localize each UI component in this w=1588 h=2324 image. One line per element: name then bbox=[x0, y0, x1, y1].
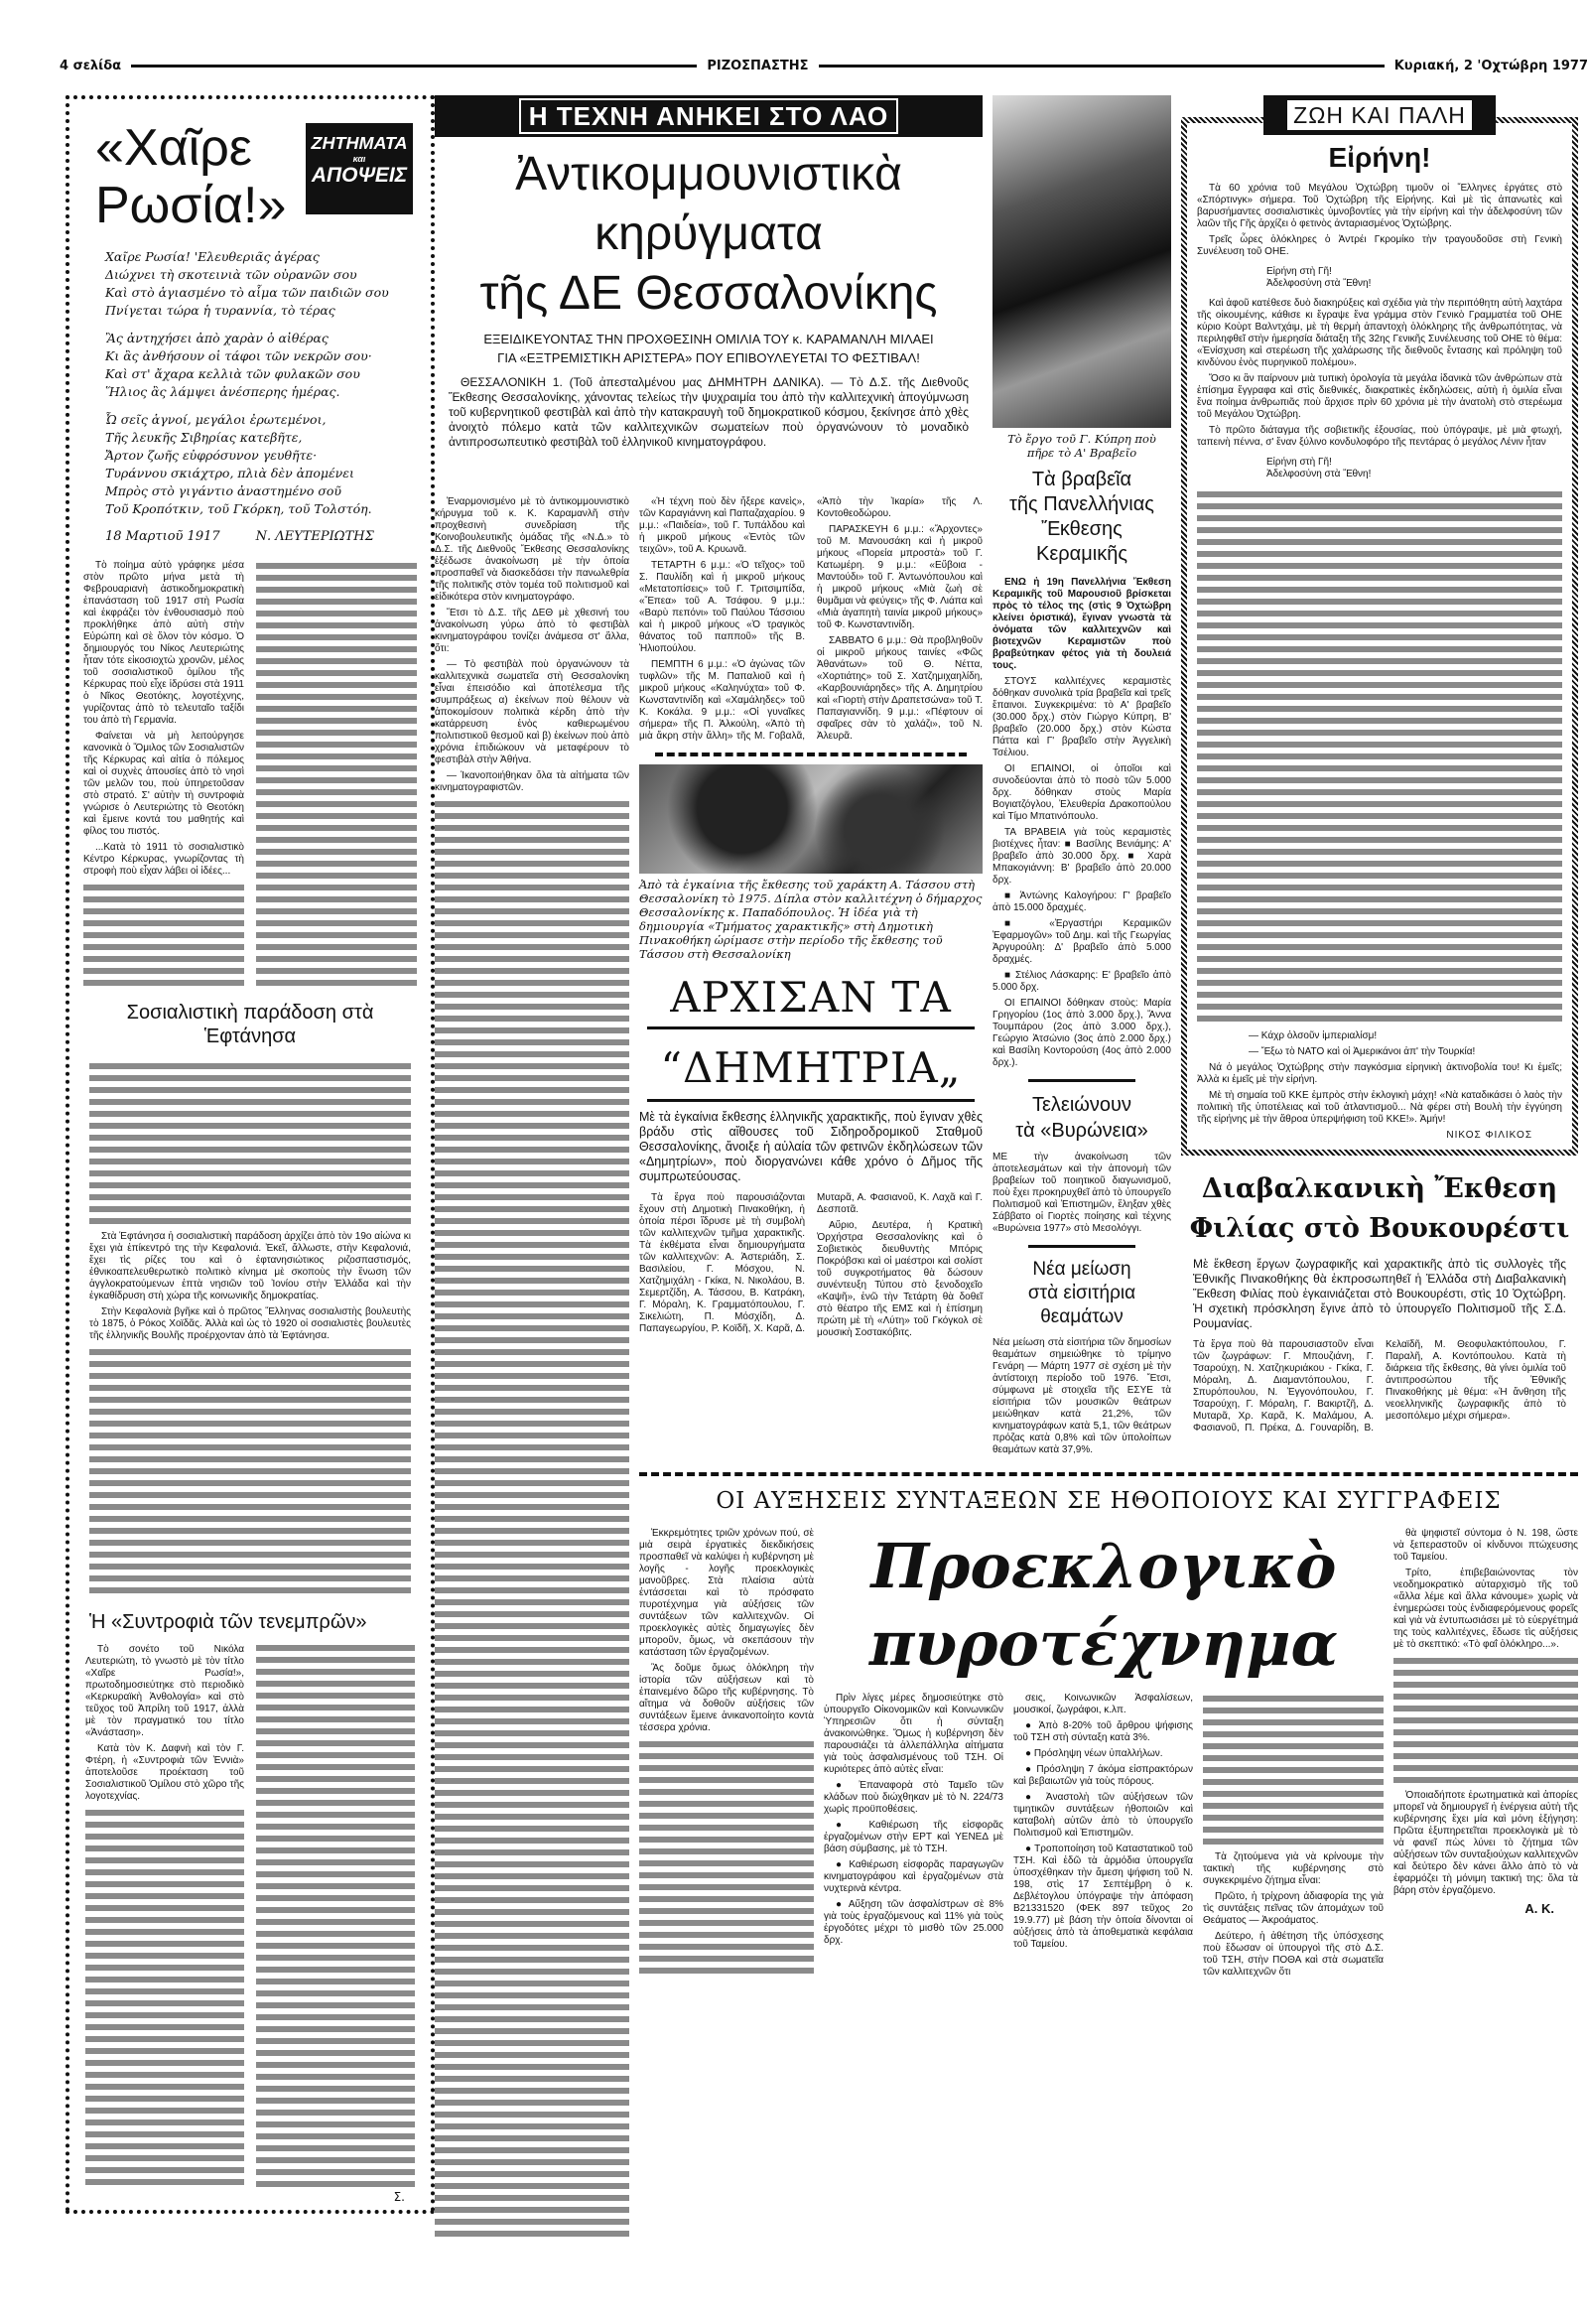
page-right-area bbox=[639, 95, 1578, 1982]
paragraph: Τρεῖς ὧρες ὁλόκληρες ὁ Ἀντρέι Γκρομίκο τὴν τραγουδοῦσε στὴ Γενικὴ Συνέλευση τοῦ ΟΗΕ. bbox=[1197, 234, 1562, 257]
paragraph: — Κάχρ ὀλσοῦν ἰμπεριαλίσμ! bbox=[1249, 1030, 1378, 1041]
poem-stanza bbox=[105, 411, 425, 518]
paragraph: «Ἡ τέχνη ποὺ δὲν ἤξερε κανεὶς», τῶν Καραγιάννη καὶ Παπαζαχαρίου. 9 μ.μ.: «Παιδεία», τοῦ Γ. Τυπάλδου καὶ ἡ μικροῦ μήκους «Ἐντὸς τῶν τειχῶν», τοῦ Α. Κρυωνᾶ. bbox=[639, 496, 805, 555]
article-title bbox=[95, 119, 286, 234]
refrain-line: Ἀδελφοσύνη στὰ Ἔθνη! bbox=[1266, 278, 1372, 289]
subheading: Ἡ «Συντροφιὰ τῶν τενεμπρῶν» bbox=[89, 1611, 367, 1633]
paragraph: Στὰ Ἑφτάνησα ἡ σοσιαλιστικὴ παράδοση ἀρχίζει ἀπὸ τὸν 19ο αἰώνα κι ἔχει γιὰ ἐπίκεντρό της τὴν Κεφαλονιά. Ἐκεῖ, ἄλλωστε, στὴν Κεφαλονιά, ἔχει τὶς ρίζες του καὶ ὁ ἑφτανησιώτικος ριζοσπαστισμός, ἐθνικοαπελευθερωτικὸ πολιτικὸ κίνημα μὲ σκοποὺς τὴν ἕνωση τῶν ἀγγλοκρατούμενων ἑπτὰ νησιῶν τοῦ Ἰονίου στὴν Ἑλλάδα καὶ τὴν ἐγκαθίδρυση στὴ χώρα τῆς κοινωνικῆς δημοκρατίας. bbox=[89, 1231, 411, 1301]
paragraph: Τὰ ζητούμενα γιὰ νὰ κρίνουμε τὴν τακτικὴ τῆς κυβέρνησης στὸ συγκεκριμένο ζήτημα εἶναι: bbox=[1203, 1851, 1384, 1886]
badge-text: ΑΠΟΨΕΙΣ bbox=[311, 164, 408, 187]
article-xaire-rosia bbox=[66, 95, 435, 2214]
paragraph: Πρῶτο, ἡ τρίχρονη ἀδιαφορία της γιὰ τὶς συντάξεις πεῖνας τῶν ἀπομάχων τοῦ Θεάματος — Ἀκροάματος. bbox=[1203, 1891, 1384, 1926]
poem-line: Τῆς λευκῆς Σιβηρίας κατεβῆτε, bbox=[105, 430, 303, 445]
article-body bbox=[75, 1644, 425, 2190]
divider bbox=[655, 752, 967, 756]
paragraph: Τὸ σονέτο τοῦ Νικόλα Λευτεριώτη, τὸ γνωστὸ μὲ τὸν τίτλο «Χαῖρε Ρωσία!», πρωτοδημοσιεύτηκε στὸ περιοδικὸ «Κερκυραϊκὴ Ἀνθολογία» καὶ στὸ τεῦχος τοῦ Ἀπρίλη τοῦ 1917, ἀλλὰ μὲ τὸν πραγματικό του τίτλο «Ἀνάσταση». bbox=[85, 1644, 244, 1738]
ceramic-photo bbox=[992, 95, 1171, 428]
poem-line: Καὶ στ' ἄχαρα κελλιὰ τῶν φυλακῶν σου bbox=[105, 366, 360, 381]
poem-line: Μπρὸς στὸ γιγάντιο ἀναστημένο σοῦ bbox=[105, 483, 342, 498]
article-column bbox=[824, 1693, 1003, 1951]
top-row bbox=[639, 95, 1578, 1456]
headline-line: στὰ εἰσιτήρια bbox=[1027, 1283, 1136, 1303]
poem-line: Ἥλιος ἂς λάμψει ἀνέσπερης ἡμέρας. bbox=[105, 384, 340, 399]
headline-line: κηρύγματα bbox=[595, 207, 823, 260]
paragraph: ΤΑ ΒΡΑΒΕΙΑ γιὰ τοὺς κεραμιστὲς βιοτέχνες ἦταν: ■ Βασίλης Βενιάμης: Α' βραβεῖο ἀπὸ 30.000 δρχ. ■ Χαρὰ Μπακογιάννη: Β' βραβεῖο ἀπὸ 20.000 δρχ. bbox=[992, 827, 1171, 886]
paragraph: ● Ἀπὸ 8-20% τοῦ ἄρθρου ψήφισης τοῦ ΤΣΗ στὴ σύνταξη κατὰ 3%. bbox=[1013, 1720, 1193, 1743]
poem-signature bbox=[105, 528, 425, 546]
headline-line: Ἔκθεσης bbox=[1041, 518, 1123, 540]
paragraph: ● Τροποποίηση τοῦ Καταστατικοῦ τοῦ ΤΣΗ. Καὶ ἐδῶ τὰ ἁρμόδια ὑπουργεῖα ὑποσχέθηκαν τὴν ἄμεση ψήφιση τοῦ Ν. 198, στὶς 17 Σεπτέμβρη ὁ κ. Δεβλέτογλου ὑπόγραψε τὴν ἀπόφαση Β21331520 (ΦΕΚ 897 τεῦχος 2ο 19.9.77) μὲ βάση τὴν ὁποία δίνονται οἱ αὐξήσεις ἀπὸ τὰ ἀποθεματικὰ κεφάλαια τοῦ Ταμείου. bbox=[1013, 1844, 1193, 1950]
paragraph: ΕΝΩ ἡ 19η Πανελλήνια Ἔκθεση Κεραμικῆς τοῦ Μαρουσιοῦ βρίσκεται πρὸς τὸ τέλος της (στὶς 9 Ὀχτώβρη κλείνει ὁριστικά), ἔγιναν γνωστὰ τὰ ὀνόματα τῶν καλλιτεχνῶν καὶ βιοτεχνῶν Κεραμιστῶν ποὺ βραβεύτηκαν φέτος γιὰ τὴ δουλειά τους. bbox=[992, 577, 1171, 671]
column-zoi-kai-pali bbox=[1181, 102, 1578, 1156]
paragraph: Καὶ ἀφοῦ κατέθεσε δυὸ διακηρύξεις καὶ σχέδια γιὰ τὴν περιπόθητη αὐτὴ λαχτάρα τῆς οἰκουμένης, κάθισε κι ἔγραψε ἕνα γράμμα στὸν Γενικὸ Γραμματέα τοῦ ΟΗΕ κύριο Κοὺρτ Βαλντχάιμ, μὲ τὴ θερμὴ ἀπαντοχὴ ὁλόκληρης τῆς ἀνθρωπότητας, νὰ περιληφθεῖ στὴν ἡμερησία διάταξη τῆς 32ης Γενικῆς Συνέλευσης τοῦ ΟΗΕ τὸ θέμα: «Ἐνίσχυση καὶ στερέωση τῆς χαλάρωσης τῆς διεθνοῦς ἔντασης καὶ πρόληψη τοῦ κινδύνου ἑνὸς πυρηνικοῦ πολέμου». bbox=[1197, 298, 1562, 368]
refrain-line: Εἰρήνη στὴ Γῆ! bbox=[1266, 266, 1332, 277]
paragraph: ● Αὔξηση τῶν ἀσφαλίστρων σὲ 8% γιὰ τοὺς ἐργαζόμενους καὶ 11% γιὰ τοὺς ἐργοδότες μέχρι τὸ μισθὸ τῶν 25.000 δρχ. bbox=[824, 1899, 1003, 1946]
headline-line: Κεραμικῆς bbox=[1036, 543, 1127, 565]
headline-line: Τὰ βραβεῖα bbox=[1031, 469, 1132, 490]
column-badge bbox=[306, 123, 413, 214]
poem-line: Ἂς ἀντηχήσει ἀπὸ χαρὰν ὁ αἰθέρας bbox=[105, 331, 329, 345]
article-column bbox=[639, 1528, 814, 1977]
article-column bbox=[435, 496, 629, 2240]
subhead-line: ΓΙΑ «ΕΞΤΡΕΜΙΣΤΙΚΗ ΑΡΙΣΤΕΡΑ» ΠΟΥ ΕΠΙΒΟΥΛΕΥΕΤΑΙ ΤΟ ΦΕΣΤΙΒΑΛ! bbox=[497, 350, 920, 365]
poem-line: Πνίγεται τώρα ἡ τυραννία, τὸ τέρας bbox=[105, 303, 335, 318]
paragraph: Πρὶν λίγες μέρες δημοσιεύτηκε στὸ ὑπουργεῖο Οἰκονομικῶν καὶ Κοινωνικῶν Ὑπηρεσιῶν ὅτι ἡ σύνταξη ἀνακοινώθηκε. Ὅμως ἡ κυβέρνηση δὲν παρουσιάζει τὰ ἀλλεπάλληλα αἰτήματα γιὰ τοὺς ἀσφαλισμένους τοῦ ΤΣΗ. Οἱ κυριότερες ἀπὸ αὐτὲς εἶναι: bbox=[824, 1693, 1003, 1775]
awards-body bbox=[992, 577, 1171, 1069]
illegible-text bbox=[1197, 488, 1562, 1025]
poem-line: Διώχνει τὴ σκοτεινιὰ τῶν οὐρανῶν σου bbox=[105, 267, 357, 282]
paragraph: Ὁποιαδήποτε ἐρωτηματικὰ καὶ ἀπορίες μπορεῖ νὰ δημιουργεῖ ἡ ἐνέργεια αὐτὴ τῆς κυβέρνησης ἔχει μία καὶ μόνη ἐξήγηση: Πρῶτα ἐξυπηρετεῖται προεκλογικὰ μὲ τὸ νὰ φανεῖ πὼς λύνει τὸ ζήτημα τῶν αὐξήσεων τῶν συνταξιούχων καλλιτεχνῶν καὶ δεύτερο δὲν κάνει ἄλλο ἀπὸ τὸ νὰ ἐφαρμόζει τὴ μόνιμη τακτική της: ὅλα τὰ βάρη στὸν ἐργαζόμενο. bbox=[1393, 1790, 1578, 1896]
subhead-line: ΕΞΕΙΔΙΚΕΥΟΝΤΑΣ ΤΗΝ ΠΡΟΧΘΕΣΙΝΗ ΟΜΙΛΙΑ ΤΟΥ κ. ΚΑΡΑΜΑΝΛΗ ΜΙΛΑΕΙ bbox=[483, 332, 934, 346]
divider bbox=[647, 1026, 975, 1029]
paragraph: ● Πρόσληψη νέων ὑπαλλήλων. bbox=[1025, 1748, 1163, 1759]
poem-date: 18 Μαρτιοῦ 1917 bbox=[105, 529, 220, 544]
paragraph: Μὲ τὴ σημαία τοῦ ΚΚΕ ἐμπρὸς στὴν ἐκλογικὴ μάχη! «Νὰ καταδικάσει ὁ λαὸς τὴν πολιτικὴ τῆς ὑποτέλειας καὶ τοῦ ἀτλαντισμοῦ... Νὰ φέρει στὴ Βουλὴ τὴν ἐγγύηση τῆς εἰρήνης μὲ τὴν ἄθροα ὑπερψήφιση τοῦ ΚΚΕ!». Ἀμήν! bbox=[1197, 1090, 1562, 1125]
illegible-text bbox=[435, 798, 629, 2240]
paragraph: ΣΑΒΒΑΤΟ 6 μ.μ.: Θὰ προβληθοῦν οἱ μικροῦ μήκους ταινίες «Φῶς Ἀθανάτων» τοῦ Θ. Νέττα, «Χορτιάτης» τοῦ Σ. Χατζημιχαηλίδη, «Καρβουνιάρηδες» τῆς Α. Δημητρίου καὶ «Γιορτὴ στὴν Δραπετσώνα» τοῦ Τ. Παπαγιαννίδη. 9 μ.μ.: «Πέφτουν οἱ σφαῖρες σὰν τὸ χαλάζι», τοῦ Ν. Ἀλευρᾶ. bbox=[817, 635, 983, 742]
poem-line: Τυράννου σκιάχτρο, πλιὰ δὲν ἀπομένει bbox=[105, 466, 354, 480]
paragraph: ΣΤΟΥΣ καλλιτέχνες κεραμιστὲς δόθηκαν συνολικὰ τρία βραβεῖα καὶ τρεῖς ἔπαινοι. Συγκεκριμένα: τὸ Α' βραβεῖο (30.000 δρχ.) στὸν Γιώργο Κύπρη, Β' βραβεῖο (20.000 δρχ.) στὸν Κώστα Πάττα καὶ Γ' βραβεῖο στὴν Ἀγγελικὴ Τσέλιου. bbox=[992, 676, 1171, 758]
poem-author: Ν. ΛΕΥΤΕΡΙΩΤΗΣ bbox=[255, 529, 374, 544]
paragraph: ■ Ἀντώνης Καλογήρου: Γ' βραβεῖο ἀπὸ 15.000 δραχμές. bbox=[992, 890, 1171, 913]
poem-line: Τοῦ Κροπότκιν, τοῦ Γκόρκη, τοῦ Τολστόη. bbox=[105, 501, 372, 516]
headline-line: τῆς Πανελλήνιας bbox=[1009, 493, 1154, 515]
paragraph: θὰ ψηφιστεῖ σύντομα ὁ Ν. 198, ὥστε νὰ ξεπεραστοῦν οἱ κίνδυνοι πτώχευσης τοῦ Ταμείου. bbox=[1393, 1528, 1578, 1563]
paragraph: Φαίνεται νὰ μὴ λειτούργησε κανονικὰ ὁ Ὅμιλος τῶν Σοσιαλιστῶν τῆς Κέρκυρας καὶ αἰτία ὁ πόλεμος καὶ οἱ συχνὲς ἀπουσίες ἀπὸ τὸ νησὶ τῶν μελῶν του, ποὺ ὑπηρετοῦσαν στὸ στρατό. Σ' αὐτὴν τὴ συντροφιὰ γνώρισε ὁ Λευτεριώτης τὸ Θεοτόκη καὶ ἔμεινε κοντά του μαθητής καὶ φίλος του πιστός. bbox=[83, 731, 244, 837]
divider bbox=[1028, 1245, 1135, 1248]
poem bbox=[75, 248, 425, 546]
headline-line: ΑΡΧΙΣΑΝ ΤΑ bbox=[670, 973, 952, 1022]
balkan-lead: Μὲ ἔκθεση ἔργων ζωγραφικῆς καὶ χαρακτικῆς ἀπὸ τὶς συλλογὲς τῆς Ἐθνικῆς Πινακοθήκης θὰ ἐκπροσωπηθεῖ ἡ Ἑλλάδα στὴ Διαβαλκανικὴ Ἔκθεση Φιλίας ποὺ ἐγκαινιάζεται στὸ Βουκουρέστι, στὶς 10 Ὀχτώβρη. Ἡ σχετικὴ πρόσκληση ἔγινε ἀπὸ τὸ ὑπουργεῖο Πολιτισμοῦ τῆς Σ.Δ. Ρουμανίας. bbox=[1193, 1257, 1566, 1330]
signature: Σ. bbox=[393, 2190, 405, 2204]
refrain bbox=[1197, 457, 1562, 480]
section-banner bbox=[1263, 95, 1496, 135]
page-header bbox=[60, 56, 1588, 75]
page-number: 4 σελίδα bbox=[60, 58, 122, 73]
paragraph: ■ Στέλιος Λάσκαρης: Ε' βραβεῖο ἀπὸ 5.000 δρχ. bbox=[992, 970, 1171, 993]
subheading: Σοσιαλιστικὴ παράδοση στὰ Ἑφτάνησα bbox=[126, 1002, 374, 1047]
right-column bbox=[1181, 95, 1578, 1435]
paragraph: Ἂς δοῦμε ὅμως ὁλόκληρη τὴν ἱστορία τῶν αὐξήσεων καὶ τὸ ἐπαινεμένο δῶρο τῆς κυβέρνησης. Τὸ αἴτημα νὰ δοθοῦν αὐξήσεις τῶν συντάξεων ἔμεινε ἀνικανοποίητο κοντὰ τέσσερα χρόνια. bbox=[639, 1663, 814, 1733]
narrow-column bbox=[992, 95, 1171, 1456]
paragraph: ● Ἐπαναφορὰ στὸ Ταμεῖο τῶν κλάδων ποὺ διώχθηκαν μὲ τὸ Ν. 224/73 χωρὶς προϋποθέσεις. bbox=[824, 1780, 1003, 1815]
paragraph: Κατὰ τὸν Κ. Δαφνὴ καὶ τὸν Γ. Φτέρη, ἡ «Συντροφιὰ τῶν Ἐννιὰ» ἀποτελοῦσε προέκταση τοῦ Σοσιαλιστικοῦ Ὁμίλου στὸ χῶρο τῆς λογοτεχνίας. bbox=[85, 1743, 244, 1802]
paragraph: Τὰ ἔργα ποὺ παρουσιάζονται ἔχουν στὴ Δημοτικὴ Πινακοθήκη, ἡ ὁποία πέρσι ἵδρυσε μὲ τὴ συμβολὴ τῶν καλλιτεχνῶν τμῆμα χαρακτικῆς. Τὰ ἐκθέματα εἶναι δημιουργήματα τῶν καλλιτεχνῶν: Α. Ἀστεριάδη, Σ. Βασιλείου, Γ. Μόσχου, Ν. Χατζημιχάλη - Γκίκα, Ν. Νικολάου, Β. Σεμερτζίδη, Α. Τάσσου, Β. Κατράκη, Γ. Μόραλη, Κ. Γραμματόπουλου, Γ. Σικελιώτη, Π. Μόσχίδη, Δ. Παπαγεωργίου, Ρ. Κοϊδῆ, Χ. Καρᾶ, Δ. Μυταρᾶ, Α. Φασιανοῦ, Κ. Λαχᾶ καὶ Γ. Δεσποτᾶ. bbox=[639, 1192, 983, 1334]
paragraph: ΤΕΤΑΡΤΗ 6 μ.μ.: «Ὁ τεῖχος» τοῦ Σ. Παυλίδη καὶ ἡ μικροῦ μήκους «Μετατοπίσεις» τοῦ Γ. Τριτσιμπίδα, «Ἔπεα» τοῦ Α. Τσάφου. 9 μ.μ.: «Βαρὺ πεπόνι» τοῦ Παύλου Τάσσιου καὶ ἡ μικροῦ μήκους «Ὁ τραγικὸς θάνατος τοῦ παπποῦ» τῆς Β. Ἠλιοπούλου. bbox=[639, 560, 805, 654]
headline-line: Ἀντικομμουνιστικὰ bbox=[515, 148, 902, 201]
bottom-columns bbox=[824, 1693, 1384, 1982]
headline-line: Διαβαλκανικὴ Ἔκθεση bbox=[1201, 1173, 1558, 1204]
author: ΝΙΚΟΣ ΦΙΛΙΚΟΣ bbox=[1446, 1130, 1532, 1141]
illegible-text bbox=[89, 1060, 411, 1227]
paragraph: Τρίτο, ἐπιβεβαιώνοντας τὸν νεοδημοκρατικὸ αὐταρχισμὸ τῆς τοῦ «ἄλλα λέμε καὶ ἄλλα κάνουμε» χωρὶς νὰ ἐνημερώσει τοὺς ἐνδιαφερόμενους φορεῖς καὶ γιὰ νὰ ἐντυπωσιάσει μὲ τὸ εὐεργέτημά της τοὺς καλλιτέχνες, ἔδωσε τὶς αὐξήσεις μὲ τὸ σκεπτικό: «Τὸ φαΐ ὁλόκληρο...». bbox=[1393, 1568, 1578, 1650]
paragraph: ΟΙ ΕΠΑΙΝΟΙ δόθηκαν στοὺς: Μαρία Γρηγορίου (1ος ἀπὸ 3.000 δρχ.), Ἄννα Τουμπάρου (2ος ἀπὸ 3.000 δρχ.), Γεώργιο Ἀτσώνιο (3ος ἀπὸ 2.000 δρχ.) καὶ Βασίλη Κοντορούση (4ος ἀπὸ 2.000 δρχ.). bbox=[992, 998, 1171, 1068]
section-banner-label: Η ΤΕΧΝΗ ΑΝΗΚΕΙ ΣΤΟ ΛΑΟ bbox=[519, 98, 898, 134]
illegible-text bbox=[89, 1346, 411, 1596]
illegible-text bbox=[639, 1738, 814, 1977]
balkan-body: Τὰ ἔργα ποὺ θὰ παρουσιαστοῦν εἶναι τῶν ζωγράφων: Γ. Μπουζιάνη, Γ. Τσαρούχη, Ν. Χατζηκυριάκου - Γκίκα, Γ. Μόραλη, Δ. Διαμαντόπουλου, Γ. Σπυρόπουλου, Ν. Ἐγγονόπουλου, Γ. Τσαρούχη, Γ. Μόραλη, Γ. Βακιρτζῆ, Δ. Μυταρᾶ, Χρ. Καρᾶ, Κ. Μαλάμου, Α. Φασιανοῦ, Π. Πρέκα, Δ. Γουναρίδη, Β. Κελαϊδῆ, Μ. Θεοφυλακτόπουλου, Γ. Παραλῆ, Α. Κοντόπουλου. Κατὰ τὴ διάρκεια τῆς ἔκθεσης, θὰ γίνει ὁμιλία τοῦ ἀντιπροσώπου τῆς Ἐθνικῆς Πινακοθήκης μὲ θέμα: «Ἡ ἄνθηση τῆς νεοελληνικῆς ζωγραφικῆς ἀπὸ τὸ μεσοπόλεμο μέχρι σήμερα». bbox=[1193, 1339, 1566, 1434]
badge-text: ΖΗΤΗΜΑΤΑ bbox=[311, 133, 408, 153]
issue-date: Κυριακή, 2 'Οχτώβρη 1977 bbox=[1393, 58, 1588, 73]
dimitria-body bbox=[639, 1192, 983, 1339]
poem-line: Καὶ στὸ ἁγιασμένο τὸ αἷμα τῶν παιδιῶν σου bbox=[105, 285, 389, 300]
dimitria-headline bbox=[639, 973, 983, 1102]
photo-caption: Ἀπὸ τὰ ἐγκαίνια τῆς ἔκθεσης τοῦ χαράκτη Α. Τάσσου στὴ Θεσσαλονίκη τὸ 1975. Δίπλα στὸν καλλιτέχνη ὁ δήμαρχος Θεσσαλονίκης κ. Παπαδόπουλος. Ἡ ἰδέα γιὰ τὴ δημιουργία «Τμήματος χαρακτικῆς» στὴ Δημοτικὴ Πινακοθήκη ὡρίμασε στὴν περίοδο τῆς ἔκθεσης τοῦ Τάσσου στὴ Θεσσαλονίκη bbox=[639, 878, 983, 961]
paragraph: Τὰ 60 χρόνια τοῦ Μεγάλου Ὀχτώβρη τιμοῦν οἱ Ἕλληνες ἐργάτες στὸ «Σπόρτινγκ» σήμερα. Τοῦ Ὀχτώβρη τῆς Εἰρήνης. Καὶ μὲ τὶς ἀπανωτὲς καὶ βαρυσήμαντες σοσιαλιστικὲς ὑμνοβοντίες γιὰ τὴν εἰρήνη καὶ τὴν ἀδελφοσύνη τῶν λαῶν τῆς Γῆς ἀρχίζει ὁ φετινὸς ἀνταριασμένος Ὀχτώβρης. bbox=[1197, 183, 1562, 229]
paragraph: ● Πρόσληψη 7 ἀκόμα εἰσπρακτόρων καὶ βεβαιωτῶν γιὰ τοὺς πόρους. bbox=[1013, 1764, 1193, 1787]
headline-line: Νέα μείωση bbox=[1032, 1259, 1131, 1280]
badge-text: και bbox=[352, 154, 366, 164]
refrain bbox=[1197, 266, 1562, 290]
paragraph: ● Ἀναστολὴ τῶν αὐξήσεων τῶν τιμητικῶν συντάξεων ἠθοποιῶν καὶ καταβολὴ αὐτῶν ἀπὸ τὸ ὑπουργεῖο Πολιτισμοῦ καὶ Ἐπιστημῶν. bbox=[1013, 1792, 1193, 1839]
section-banner-label: ΖΩΗ ΚΑΙ ΠΑΛΗ bbox=[1287, 100, 1472, 130]
bottom-headline bbox=[824, 1528, 1384, 1683]
paragraph: ΟΙ ΕΠΑΙΝΟΙ, οἱ ὁποῖοι καὶ συνοδεύονται ἀπὸ τὸ ποσὸ τῶν 5.000 δρχ. δόθηκαν στοὺς Μαρία Βογιατζόγλου, Ἐλευθερία Δρακοπούλου καὶ Τίμο Μπατινόπουλο. bbox=[992, 763, 1171, 822]
headline-line: Τελειώνουν bbox=[1032, 1094, 1131, 1116]
lead-paragraph: ΘΕΣΣΑΛΟΝΙΚΗ 1. (Τοῦ ἀπεσταλμένου μας ΔΗΜΗΤΡΗ ΔΑΝΙΚΑ). — Τὸ Δ.Σ. τῆς Διεθνοῦς Ἔκθεσης Θεσσαλονίκης, χάνοντας τελείως τὴν ψυχραιμία του ἀπὸ τὴν καλλιτεχνικὴ ἀπογύμνωση τοῦ κυβερνητικοῦ φεστιβὰλ καὶ ἀπὸ τὴν κατακραυγὴ τοῦ δημοκρατικοῦ κόσμου, ξεκίνησε ἀπὸ χθὲς ἀνοιχτὸ πόλεμο κατὰ τῶν καλλιτεχνικῶν σωματείων ποὺ ὀργανώνουν τὸ μοναδικὸ ἀντιπροσωπευτικὸ φεστιβὰλ τοῦ ἑλληνικοῦ κινηματογράφου. bbox=[449, 375, 969, 449]
article-column bbox=[1393, 1528, 1578, 1915]
paragraph: ΠΑΡΑΣΚΕΥΗ 6 μ.μ.: «Ἄρχοντες» τοῦ Μ. Μανουσάκη καὶ ἡ μικροῦ μήκους «Πορεία μπροστὰ» τοῦ Γ. Κατωμέρη. 9 μ.μ.: «Εὔβοια - Μαντούδι» τοῦ Γ. Ἀντωνόπουλου καὶ ἡ μικροῦ μήκους «Μιὰ ζωὴ σὲ θυμᾶμαι νὰ φεύγεις» τῆς Φ. Λιάπα καὶ «Μιὰ ἀγαπητὴ ταινία μικροῦ μήκους» τοῦ Φ. Κωνσταντινίδη. bbox=[817, 524, 983, 630]
refrain-line: Εἰρήνη στὴ Γῆ! bbox=[1266, 457, 1332, 468]
divider bbox=[647, 1099, 975, 1102]
article-body bbox=[75, 1060, 425, 1596]
bottom-article bbox=[639, 1528, 1578, 1982]
center-subcolumn bbox=[639, 496, 983, 1339]
title-line: Ρωσία!» bbox=[95, 177, 287, 234]
poem-line: Ὦ σεῖς ἁγνοί, μεγάλοι ἐρωτεμένοι, bbox=[105, 412, 327, 427]
headline-line: Φιλίας στὸ Βουκουρέστι bbox=[1189, 1213, 1570, 1244]
dimitria-lead: Μὲ τὰ ἐγκαίνια ἔκθεσης ἑλληνικῆς χαρακτικῆς, ποὺ ἔγιναν χθὲς βράδυ στὶς αἴθουσες τοῦ Σιδηροδρομικοῦ Σταθμοῦ Θεσσαλονίκης, ἄνοιξε ἡ αὐλαία τῶν φετινῶν ἐκδηλώσεων τῶν «Δημητρίων», ποὺ διοργανώνει κάθε χρόνο ὁ Δῆμος τῆς συμπρωτεύουσας. bbox=[639, 1110, 983, 1183]
photo-caption: Τὸ ἔργο τοῦ Γ. Κύπρη ποὺ πῆρε τὸ Α' Βραβεῖο bbox=[1007, 432, 1156, 460]
article-column bbox=[1013, 1693, 1193, 1955]
refrain-line: Ἀδελφοσύνη στὰ Ἔθνη! bbox=[1266, 469, 1372, 479]
article-body bbox=[75, 560, 425, 989]
paragraph: Τὸ ποίημα αὐτὸ γράφηκε μέσα στὸν πρῶτο μήνα μετὰ τὴ Φεβρουαριανὴ ἀστικοδημοκρατικὴ ἐπανάσταση τοῦ 1917 στὴ Ρωσία καὶ ἐκφράζει τὸν ἐνθουσιασμὸ ποὺ προκλήθηκε ἀπὸ αὐτὴ στὴν Εὐρώπη καὶ σὲ ὅλον τὸν κόσμο. Ὁ δημιουργός του Νίκος Λευτεριώτης ἦταν τότε εἰκοσιοχτὼ χρονῶν, μέλος τοῦ σοσιαλιστικοῦ ὁμίλου τῆς Κέρκυρας ποὺ εἶχε ἱδρύσει στὰ 1911 ὁ Νῖκος Θεοτόκης, λογοτέχνης, γυρίζοντας ἀπὸ τὸ τελευταῖο ταξίδι του ἀπὸ τὴ Γερμανία. bbox=[83, 560, 244, 726]
divider bbox=[1028, 1079, 1135, 1082]
signature: Α. Κ. bbox=[1524, 1901, 1554, 1916]
illegible-text bbox=[1203, 1693, 1384, 1847]
byron-body: ΜΕ τὴν ἀνακοίνωση τῶν ἀποτελεσμάτων καὶ τὴν ἀπονομὴ τῶν βραβείων τοῦ ποιητικοῦ διαγωνισμοῦ, ποὺ ἔχει προκηρυχθεῖ ἀπὸ τὸ ὑπουργεῖο Πολιτισμοῦ καὶ Ἐπιστημῶν, ἔληξαν χθὲς Σάββατο οἱ Γιορτὲς ποίησης καὶ τέχνης «Βυρώνεια 1977» στὸ Μεσολόγγι. bbox=[992, 1152, 1171, 1234]
headline-line: τὰ «Βυρώνεια» bbox=[1015, 1120, 1148, 1142]
paragraph: — Τὸ φεστιβὰλ ποὺ ὀργανώνουν τὰ καλλιτεχνικὰ σωματεῖα στὴ Θεσσαλονίκη εἶναι ἐπεισόδιο καὶ ἀποτέλεσμα τῆς συμπράξεως α) ἐκείνων ποὺ θέλουν νὰ ἀποκομίσουν πολιτικὰ κέρδη ἀπὸ τὴν κατάρρευση ἑνὸς καθιερωμένου πολιτιστικοῦ θεσμοῦ καὶ β) ἐκείνων ποὺ ἀπὸ χρόνια ἐπιδιώκουν νὰ μεταφέρουν τὸ φεστιβὰλ στὴν Ἀθήνα. bbox=[435, 659, 629, 765]
poem-line: Ἄρτον ζωῆς εὐφρόσυνον γευθῆτε· bbox=[105, 448, 318, 463]
divider bbox=[639, 1472, 1578, 1476]
article-column bbox=[1203, 1693, 1384, 1982]
header-rule bbox=[131, 65, 697, 68]
paragraph: Ὅσο κι ἂν παίρνουν μιὰ τυπικὴ ὁρολογία τὰ μεγάλα ἰδανικὰ τῶν ἀνθρώπων στὰ ἐπίσημα ἔγγραφα καὶ στὶς διεθνικές, διακρατικὲς ἐκδηλώσεις, αὐτὴ ἡ ὁμιλία εἶναι ἕνα ποίημα ἀνθρωπιᾶς ποὺ ἄρχισε πρὶν 60 χρόνια μὲ τὴν ἀνατολὴ στὸ στερέωμα τοῦ Μεγάλου Ὀχτώβρη. bbox=[1197, 373, 1562, 420]
paragraph: Αὔριο, Δευτέρα, ἡ Κρατικὴ Ὀρχήστρα Θεσσαλονίκης καὶ ὁ Σοβιετικὸς διευθυντὴς Μπόρις Ποκρόβσκι καὶ οἱ μαέστροι καὶ σολίστ τοῦ συγκροτήματος θὰ δώσουν συνέντευξη Τύπου στὸ ξενοδοχεῖο «Καψῆ», ἐνῶ τὴν Τετάρτη θὰ δοθεῖ στὸ θέατρο τῆς ΕΜΣ καὶ ἡ ἐπίσημη πρώτη μὲ τὴ «Λύτη» τοῦ Γκόγκολ σὲ μουσικὴ Σοστακόβιτς. bbox=[817, 1220, 983, 1338]
paragraph: ● Καθιέρωση εἰσφορᾶς παραγωγῶν κινηματογράφου καὶ ἐργαζομένων στὰ νυχτερινὰ κέντρα. bbox=[824, 1859, 1003, 1894]
paragraph: Νά ὁ μεγάλος Ὀχτώβρης στὴν παγκόσμια εἰρηνικὴ ἀκτινοβολία του! Κι ἐμεῖς; Ἀλλὰ κι ἐμεῖς μὲ τὴν εἰρήνη. bbox=[1197, 1062, 1562, 1085]
headline-line: θεαμάτων bbox=[1040, 1306, 1124, 1327]
paragraph: ● Καθιέρωση τῆς εἰσφορᾶς ἐργαζομένων στὴν ΕΡΤ καὶ ΥΕΝΕΔ μὲ βάση σύμβασης, μὲ τὸ ΤΣΗ. bbox=[824, 1820, 1003, 1854]
byron-headline bbox=[992, 1092, 1171, 1144]
newspaper-name: ΡΙΖΟΣΠΑΣΤΗΣ bbox=[707, 58, 809, 73]
exhibition-photo bbox=[639, 764, 983, 874]
tickets-headline bbox=[992, 1258, 1171, 1329]
paragraph: σεις, Κοινωνικῶν Ἀσφαλίσεων, μουσικοί, ζωγράφοι, κ.λπ. bbox=[1013, 1693, 1193, 1715]
paragraph: — Ἔξω τὸ ΝΑΤΟ καὶ οἱ Ἀμερικάνοι ἀπ' τὴν Τουρκία! bbox=[1249, 1046, 1476, 1057]
tickets-body: Νέα μείωση στὰ εἰσιτήρια τῶν δημοσίων θεαμάτων σημειώθηκε τὸ τρίμηνο Γενάρη — Μάρτη 1977 σὲ σχέση μὲ τὴν ἀντίστοιχη περίοδο τοῦ 1976. Ἔτσι, σύμφωνα μὲ στοιχεῖα τῆς ΕΣΥΕ τὰ εἰσιτήρια τῶν μουσικῶν θεάτρων μειώθηκαν κατὰ 21,2%, τῶν κινηματογράφων κατὰ 5,1, τῶν θεάτρων πρόζας κατὰ 0,8% καὶ τῶν ὑπολοίπων θεαμάτων κατὰ 37,9%. bbox=[992, 1337, 1171, 1455]
paragraph: Στὴν Κεφαλονιὰ βγῆκε καὶ ὁ πρῶτος Ἕλληνας σοσιαλιστὴς βουλευτὴς τὸ 1875, ὁ Ρόκος Χοϊδᾶς. Ἀλλὰ καὶ ὡς τὸ 1920 οἱ σοσιαλιστὲς βουλευτὲς τῆς ἑλληνικῆς Βουλῆς προέρχονταν ἀπὸ τὰ Ἑφτάνησα. bbox=[89, 1306, 411, 1341]
poem-stanza bbox=[105, 248, 425, 320]
paragraph: ΠΕΜΠΤΗ 6 μ.μ.: «Ὁ ἀγώνας τῶν τυφλῶν» τῆς Μ. Παπαλιοῦ καὶ ἡ μικροῦ μήκους «Καληνύχτα» τοῦ Φ. Κωνσταντινίδη καὶ «Χαμάληδες» τοῦ Κ. Κοκάλα. 9 μ.μ.: «Οἱ γυναῖκες σήμερα» τῆς Π. Ἀλκούλη, «Ἀπὸ τὴ μιὰ ἄκρη στὴν ἄλλη» τῆς Μ. Γοβαλᾶ, «Ἀπὸ τὴν Ἰκαρία» τῆς Λ. Κοντοθεοδώρου. bbox=[639, 496, 983, 742]
paragraph: Ἐκκρεμότητες τριῶν χρόνων πού, σὲ μιὰ σειρὰ ἐργατικὲς διεκδικήσεις προσπαθεῖ νὰ καλύψει ἡ κυβέρνηση μὲ λογῆς - λογῆς προεκλογικὲς μανοῦβρες. Στὰ πλαίσια αὐτὰ ἐντάσσεται καὶ τὸ πρόσφατο πυροτέχνημα γιὰ αὐξήσεις τῶν συντάξεων τῶν καλλιτεχνῶν. Οἱ προεκλογικὲς αὐτὲς δημαγωγίες δὲν μποροῦν, ὅμως, νὰ σκεπάσουν τὴν κατάσταση τῶν ἐργαζομένων. bbox=[639, 1528, 814, 1658]
balkan-headline bbox=[1181, 1169, 1578, 1249]
paragraph: Ἐναρμονισμένο μὲ τὸ ἀντικομμουνιστικὸ κήρυγμα τοῦ κ. Κ. Καραμανλῆ στὴν προχθεσινὴ συνεδρίαση τῆς Κοινοβουλευτικῆς ὁμάδας τῆς «Ν.Δ.» τὸ Δ.Σ. τῆς Διεθνοῦς Ἔκθεσης Θεσσαλονίκης ἐξέδωσε ἀνακοίνωση μὲ τὴν ὁποία προσπαθεῖ νὰ διασκεδάσει τὴν πανωλεθρία τῆς πολιτικῆς στὸν τομέα τοῦ πολιτισμοῦ καὶ εἰδικότερα στὸν κινηματογράφο. bbox=[435, 496, 629, 603]
column-body bbox=[1197, 183, 1562, 1142]
headline-line: τῆς ΔΕ Θεσσαλονίκης bbox=[479, 267, 938, 320]
title-line: «Χαῖρε bbox=[95, 119, 252, 177]
paragraph: ...Κατὰ τὸ 1911 τὸ σοσιαλιστικὸ Κέντρο Κέρκυρας, γνωρίζοντας τὴ στροφὴ ποὺ εἶχαν λάβει οἱ ἰδέες... bbox=[83, 842, 244, 877]
illegible-text bbox=[1393, 1655, 1578, 1786]
bottom-kicker: ΟΙ ΑΥΞΗΣΕΙΣ ΣΥΝΤΑΞΕΩΝ ΣΕ ΗΘΟΠΟΙΟΥΣ ΚΑΙ ΣΥΓΓΡΑΦΕΙΣ bbox=[716, 1488, 1502, 1514]
header-rule bbox=[819, 65, 1385, 68]
poem-stanza bbox=[105, 330, 425, 401]
paragraph: — Ἱκανοποιήθηκαν ὅλα τὰ αἰτήματα τῶν κινηματογραφιστῶν. bbox=[435, 770, 629, 793]
column-title: Εἰρήνη! bbox=[1328, 142, 1431, 173]
paragraph: Ἔτσι τὸ Δ.Σ. τῆς ΔΕΘ μὲ χθεσινή του ἀνακοίνωση γύρω ἀπὸ τὸ φεστιβὰλ κινηματογράφου τονίζει ἀνάμεσα στ' ἄλλα, ὅτι: bbox=[435, 608, 629, 654]
paragraph: Δεύτερο, ἡ ἀθέτηση τῆς ὑπόσχεσης ποὺ ἔδωσαν οἱ ὑπουργοὶ τῆς στὸ Δ.Σ. τοῦ ΤΣΗ, στὴν ΠΟΘΑ καὶ στὰ σωματεῖα τῶν καλλιτεχνῶν ὅτι bbox=[1203, 1931, 1384, 1978]
headline-line: πυροτέχνημα bbox=[868, 1607, 1339, 1680]
headline-line: “ΔΗΜΗΤΡΙΑ„ bbox=[660, 1043, 962, 1092]
headline-line: Προεκλογικὸ bbox=[870, 1530, 1337, 1602]
article-header bbox=[75, 99, 425, 248]
festival-schedule bbox=[639, 496, 983, 745]
poem-line: Χαῖρε Ρωσία! 'Ελευθεριᾶς ἀγέρας bbox=[105, 249, 320, 264]
awards-headline bbox=[992, 468, 1171, 567]
paragraph: ■ «Ἐργαστήρι Κεραμικῶν Ἐφαρμογῶν» τοῦ Δημ. καὶ τῆς Γεωργίας Ἀργυρούλη: Δ' βραβεῖο ἀπὸ 5.000 δραχμές. bbox=[992, 918, 1171, 965]
poem-line: Κι ἂς ἀνθήσουν οἱ τάφοι τῶν νεκρῶν σου· bbox=[105, 348, 372, 363]
bottom-middle bbox=[824, 1528, 1384, 1982]
paragraph: Τὸ πρῶτο διάταγμα τῆς σοβιετικῆς ἐξουσίας, ποὺ ὑπόγραψε, μὲ μιὰ φτωχή, ταπεινὴ πέννα, σ' ἕναν ξύλινο κονδυλοφόρο τῆς πεντάρας ὁ μεγάλος Λένιν ἦταν bbox=[1197, 425, 1562, 448]
